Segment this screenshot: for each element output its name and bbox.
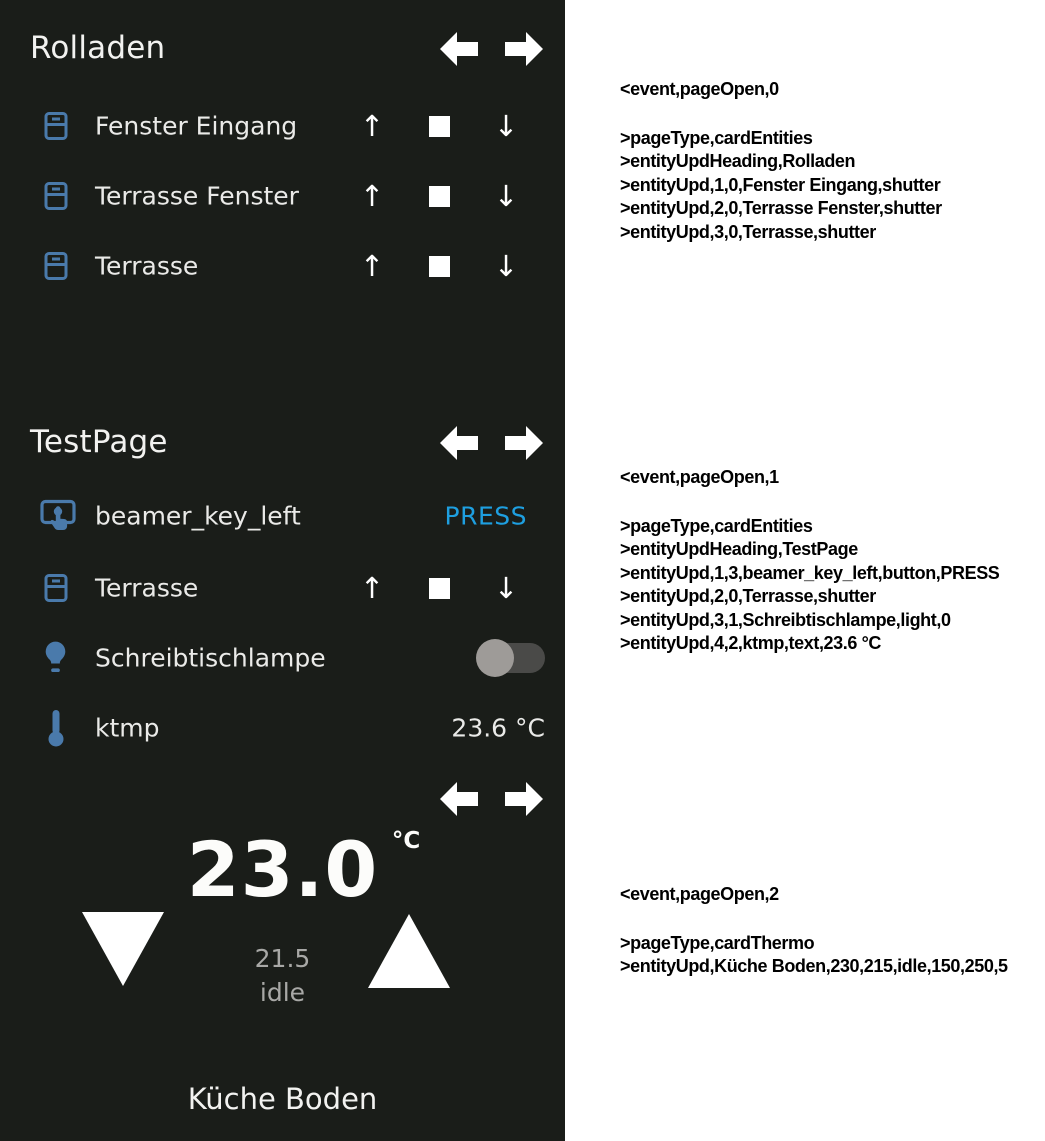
protocol-line: >entityUpd,2,0,Terrasse,shutter <box>620 586 876 606</box>
page-next-button[interactable] <box>505 782 543 816</box>
shutter-down-button[interactable]: ↓ <box>482 104 530 148</box>
thermostat-title: Küche Boden <box>187 1082 378 1116</box>
shutter-up-button[interactable]: ↑ <box>348 244 396 288</box>
protocol-line: >entityUpdHeading,Rolladen <box>620 151 856 171</box>
protocol-line: >entityUpd,2,0,Terrasse Fenster,shutter <box>620 198 942 218</box>
arrow-right-icon <box>505 782 543 816</box>
shutter-up-button[interactable]: ↑ <box>348 566 396 610</box>
entity-row-terrasse <box>0 244 565 288</box>
protocol-line: >entityUpdHeading,TestPage <box>620 539 858 559</box>
arrow-right-icon <box>505 426 543 460</box>
page-prev-button[interactable] <box>440 782 478 816</box>
light-toggle-switch[interactable] <box>479 643 545 673</box>
protocol-block-page1 <box>620 466 1040 656</box>
stop-square-icon <box>429 186 450 207</box>
lightbulb-icon <box>42 640 69 677</box>
arrow-left-icon <box>440 782 478 816</box>
stop-square-icon <box>429 116 450 137</box>
entity-row-terrasse-2 <box>0 566 565 610</box>
page-nav-rolladen <box>440 32 543 66</box>
temperature-unit: °C <box>391 828 421 854</box>
page-title-testpage: TestPage <box>30 424 168 460</box>
protocol-line: >pageType,cardThermo <box>620 932 815 953</box>
window-shutter-icon <box>44 112 68 141</box>
shutter-stop-button[interactable] <box>415 566 463 610</box>
shutter-stop-button[interactable] <box>415 174 463 218</box>
press-button[interactable]: PRESS <box>444 501 527 531</box>
arrow-right-icon <box>505 32 543 66</box>
entity-row-schreibtischlampe <box>0 636 565 680</box>
entity-label: Fenster Eingang <box>95 111 298 141</box>
protocol-line: >entityUpd,3,0,Terrasse,shutter <box>620 221 876 242</box>
entity-label: beamer_key_left <box>95 501 301 531</box>
entity-label: Terrasse Fenster <box>95 181 299 211</box>
page-next-button[interactable] <box>505 32 543 66</box>
arrow-left-icon <box>440 426 478 460</box>
window-shutter-icon <box>44 252 68 281</box>
entity-label: Terrasse <box>95 251 199 281</box>
current-temperature <box>0 826 565 913</box>
protocol-block-page2 <box>620 883 1040 979</box>
current-temperature-value: 23.0 <box>186 825 379 914</box>
arrow-left-icon <box>440 32 478 66</box>
protocol-line: >entityUpd,4,2,ktmp,text,23.6 °C <box>620 633 881 653</box>
protocol-event-line: <event,pageOpen,1 <box>620 467 779 487</box>
protocol-line: >pageType,cardEntities <box>620 515 813 536</box>
window-shutter-icon <box>44 182 68 211</box>
entity-row-terrasse-fenster <box>0 174 565 218</box>
target-temperature: 21.5 <box>254 944 311 973</box>
page-next-button[interactable] <box>505 426 543 460</box>
thermometer-icon <box>46 708 66 748</box>
window-shutter-icon <box>44 574 68 603</box>
shutter-down-button[interactable]: ↓ <box>482 566 530 610</box>
entity-row-ktmp <box>0 706 565 750</box>
hvac-state: idle <box>259 978 306 1007</box>
entity-label: Terrasse <box>95 573 199 603</box>
shutter-down-button[interactable]: ↓ <box>482 174 530 218</box>
protocol-event-line: <event,pageOpen,2 <box>620 884 779 904</box>
page-prev-button[interactable] <box>440 426 478 460</box>
shutter-stop-button[interactable] <box>415 104 463 148</box>
protocol-block-page0 <box>620 78 1040 244</box>
protocol-line: >entityUpd,1,0,Fenster Eingang,shutter <box>620 174 941 195</box>
sensor-value: 23.6 °C <box>451 713 545 743</box>
stop-square-icon <box>429 578 450 599</box>
shutter-stop-button[interactable] <box>415 244 463 288</box>
protocol-line: >entityUpd,3,1,Schreibtischlampe,light,0 <box>620 609 951 630</box>
page-title-rolladen: Rolladen <box>30 30 166 66</box>
shutter-up-button[interactable]: ↑ <box>348 174 396 218</box>
entity-row-beamer-key-left <box>0 494 565 538</box>
protocol-event-line: <event,pageOpen,0 <box>620 79 779 99</box>
shutter-up-button[interactable]: ↑ <box>348 104 396 148</box>
protocol-line: >pageType,cardEntities <box>620 127 813 148</box>
page-prev-button[interactable] <box>440 32 478 66</box>
page-nav-testpage <box>440 426 543 460</box>
entity-row-fenster-eingang <box>0 104 565 148</box>
entity-label: Schreibtischlampe <box>95 643 326 673</box>
toggle-knob-icon <box>476 639 514 677</box>
protocol-line: >entityUpd,1,3,beamer_key_left,button,PRESS <box>620 562 1000 583</box>
entity-label: ktmp <box>95 713 160 743</box>
shutter-down-button[interactable]: ↓ <box>482 244 530 288</box>
gesture-tap-button-icon <box>40 500 76 533</box>
protocol-line: >entityUpd,Küche Boden,230,215,idle,150,250,5 <box>620 956 1008 976</box>
page-nav-thermo <box>440 782 543 816</box>
stop-square-icon <box>429 256 450 277</box>
